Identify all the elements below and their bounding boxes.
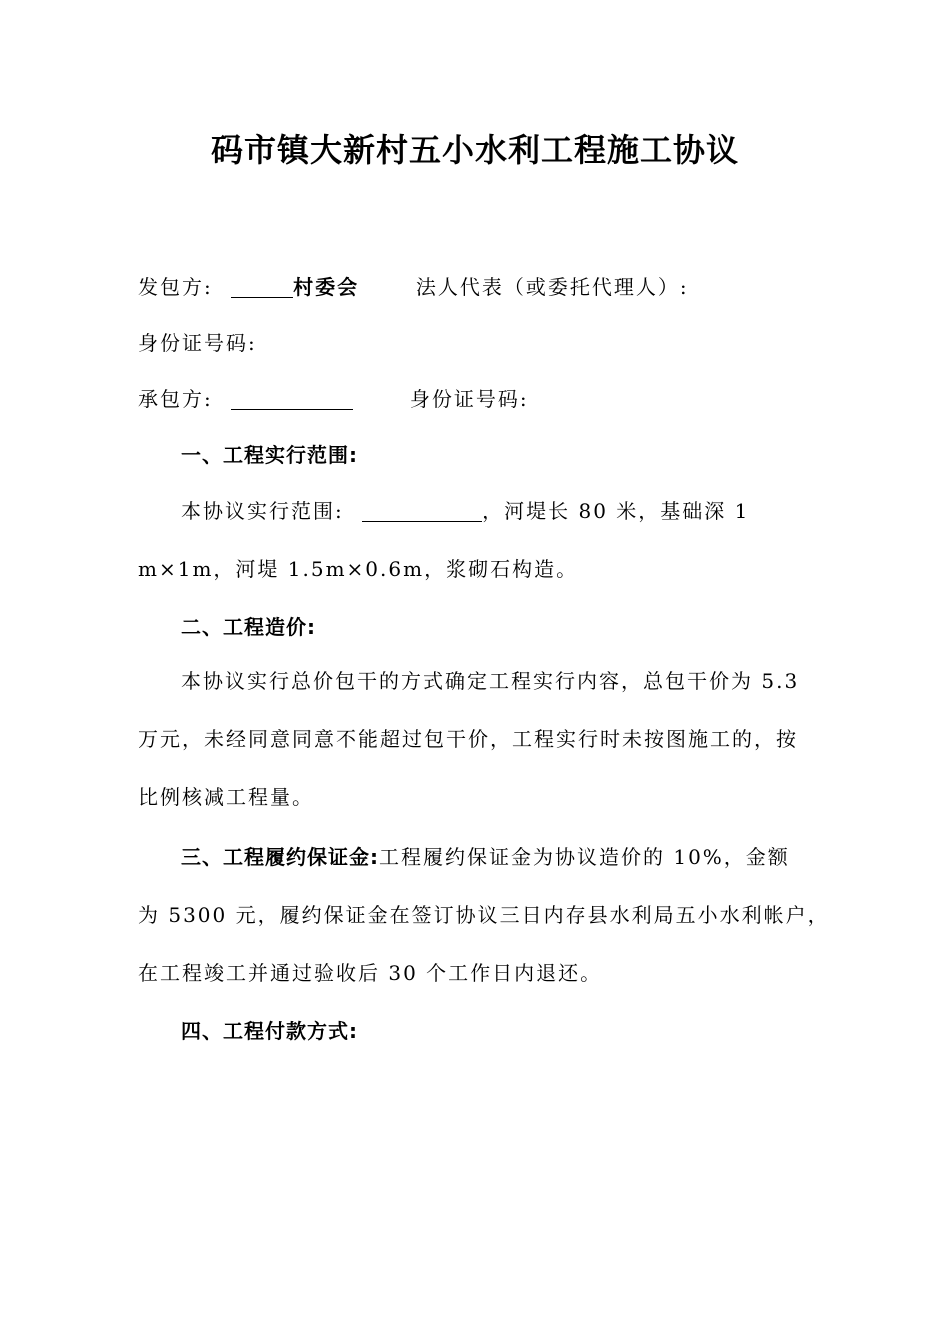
party-b-line (138, 384, 828, 414)
section3-line2: 为 5300 元，履约保证金在签订协议三日内存县水利局五小水利帐户， (138, 903, 830, 927)
section3-line3: 在工程竣工并通过验收后 30 个工作日内退还。 (138, 961, 603, 985)
section1-line1 (181, 496, 831, 526)
section4-heading: 四、工程付款方式: (181, 1019, 358, 1043)
section1-line2: m×1m，河堤 1.5m×0.6m，浆砌石构造。 (138, 557, 579, 581)
section2-line1: 本协议实行总价包干的方式确定工程实行内容，总包干价为 5.3 (181, 669, 800, 693)
party-a-line (138, 272, 828, 302)
party-b-id-label: 身份证号码: (409, 387, 529, 411)
section1-line1-prefix: 本协议实行范围: (181, 499, 344, 523)
party-b-label: 承包方: (138, 387, 213, 411)
document-title: 码市镇大新村五小水利工程施工协议 (210, 131, 739, 169)
section2-line3: 比例核减工程量。 (138, 785, 314, 809)
scope-blank (362, 499, 482, 522)
party-a-label: 发包方: (138, 275, 213, 299)
section2-heading: 二、工程造价: (181, 615, 316, 639)
section3-heading: 三、工程履约保证金: (181, 845, 379, 869)
party-a-id-label: 身份证号码: (138, 331, 257, 355)
section1-heading: 一、工程实行范围: (181, 443, 358, 467)
party-a-blank (231, 275, 293, 298)
section3-line1-rest: 工程履约保证金为协议造价的 10%，金额 (379, 845, 790, 869)
party-a-value: 村委会 (293, 275, 360, 299)
legal-rep-label: 法人代表（或委托代理人）: (415, 275, 689, 299)
section1-line1-suffix: ，河堤长 80 米，基础深 1 (482, 499, 750, 523)
section2-line2: 万元，未经同意同意不能超过包干价，工程实行时未按图施工的，按 (138, 727, 798, 751)
section3-line1 (181, 842, 831, 872)
party-a-id-line (138, 328, 828, 358)
party-b-blank (231, 387, 353, 410)
